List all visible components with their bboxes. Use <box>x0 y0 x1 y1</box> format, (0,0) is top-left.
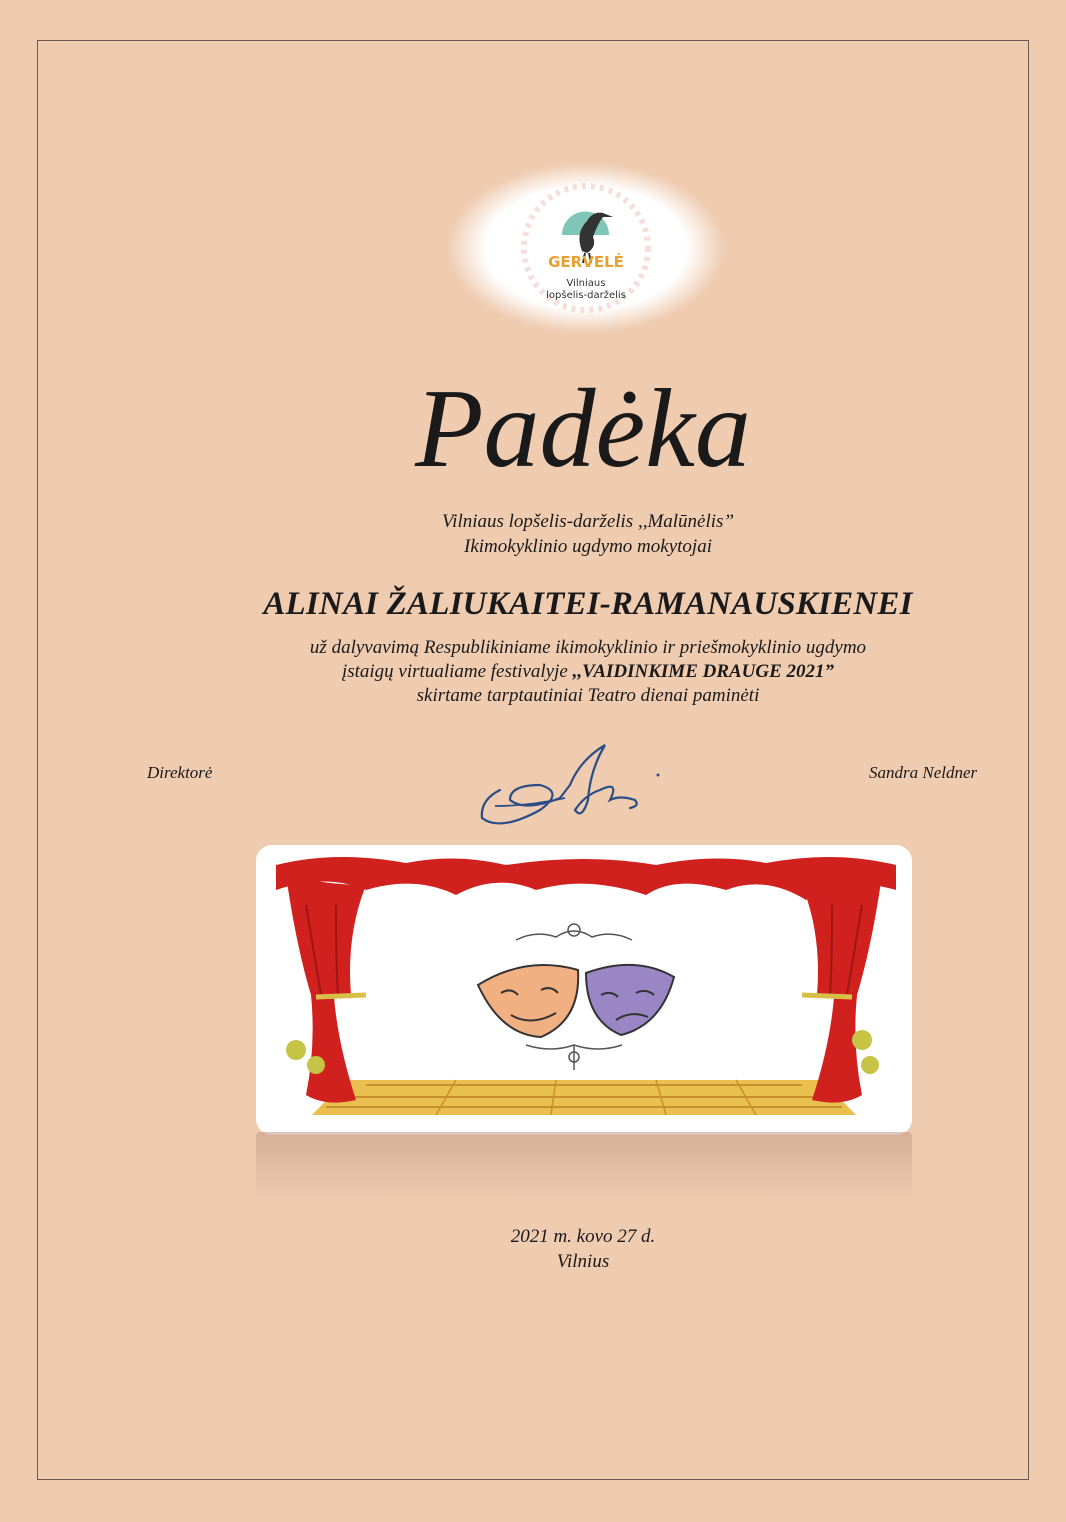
signatory-role: Direktorė <box>147 763 213 782</box>
issue-city: Vilnius <box>556 1251 610 1272</box>
logo-line1-text: Vilniaus <box>566 278 606 289</box>
stage-reflection <box>256 1132 912 1202</box>
logo-line2-text: lopšelis-darželis <box>546 290 626 301</box>
recipient-name: ALINAI ŽALIUKAITEI-RAMANAUSKIENEI <box>263 586 913 622</box>
festival-name: ,,VAIDINKIME DRAUGE 2021” <box>572 661 835 682</box>
signatory-name: Sandra Neldner <box>869 763 978 782</box>
reason-line-1: už dalyvavimą Respublikiniame ikimokyklinio ir priešmokyklinio ugdymo <box>309 637 867 658</box>
certificate-title: Padėka <box>415 367 751 491</box>
issue-date: 2021 m. kovo 27 d. <box>510 1226 656 1247</box>
kindergarten-logo <box>447 163 725 333</box>
logo-brand-text: GERVELĖ <box>548 253 624 271</box>
institution-line: Vilniaus lopšelis-darželis ,,Malūnėlis” <box>441 511 735 532</box>
reason-line-3: skirtame tarptautiniai Teatro dienai paminėti <box>416 685 760 706</box>
reason-line-2 <box>0 660 1066 684</box>
theater-stage-image <box>256 845 912 1135</box>
reason-line-2-prefix: įstaigų virtualiame festivalyje <box>341 661 573 682</box>
position-line: Ikimokyklinio ugdymo mokytojai <box>464 536 712 557</box>
signature-icon <box>470 740 670 830</box>
